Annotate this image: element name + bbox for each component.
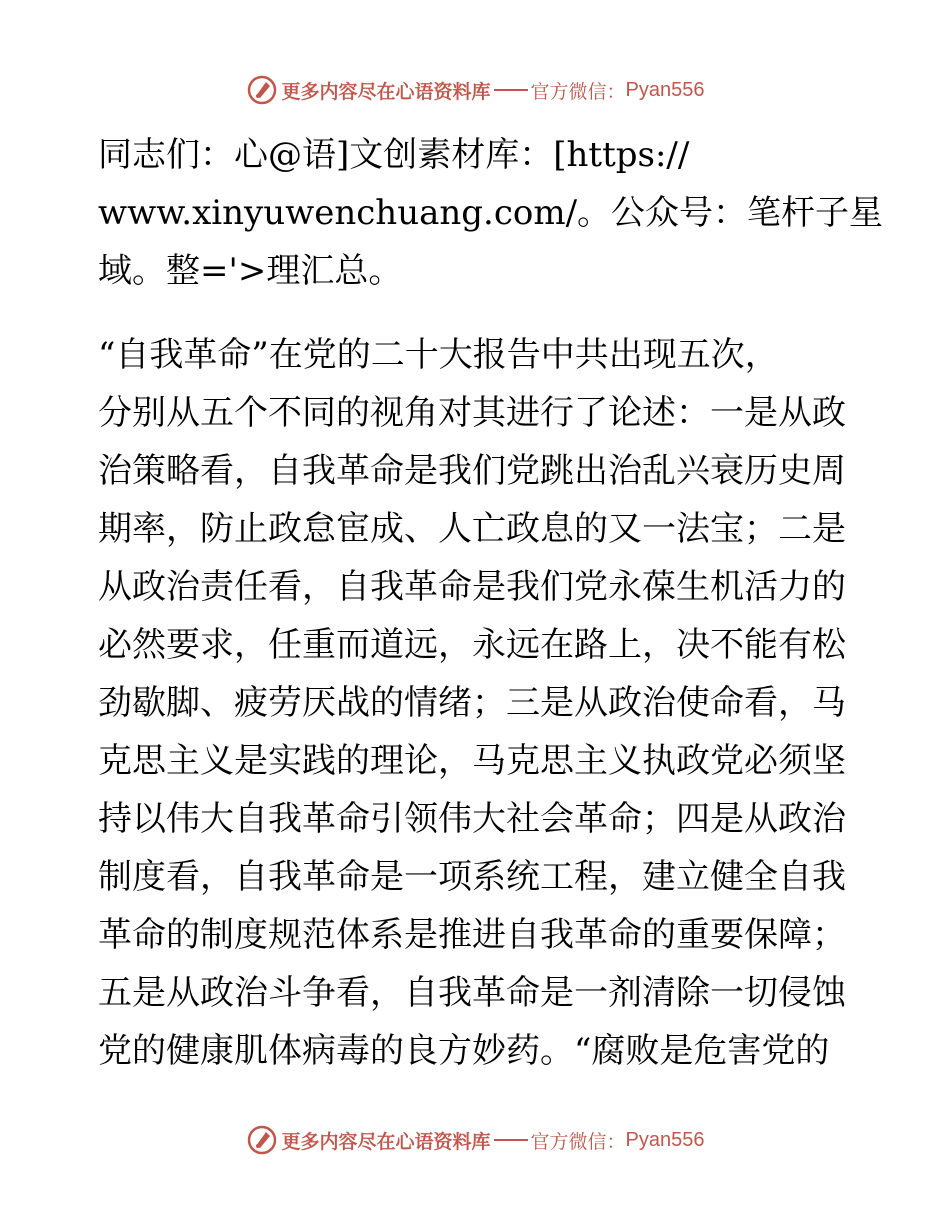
pen-nib-logo-icon bbox=[246, 1124, 278, 1156]
document-body bbox=[98, 126, 884, 1080]
text-line: 克思主义是实践的理论，马克思主义执政党必须坚 bbox=[98, 741, 846, 781]
text-line: 期率，防止政怠宦成、人亡政息的又一法宝；二是 bbox=[98, 509, 846, 549]
paragraph-2 bbox=[98, 326, 858, 1080]
banner-left-text: 更多内容尽在心语资料库 bbox=[281, 80, 491, 103]
banner-dash bbox=[494, 89, 528, 91]
text-line: 同志们：心@语]文创素材库：[https:// bbox=[98, 135, 690, 175]
text-line: 域。整='>理汇总。 bbox=[98, 251, 403, 291]
banner-right-id: Pyan556 bbox=[625, 78, 705, 101]
banner-right-id: Pyan556 bbox=[625, 1128, 705, 1151]
banner-right-label: 官方微信： bbox=[530, 1130, 626, 1153]
text-line: 持以伟大自我革命引领伟大社会革命；四是从政治 bbox=[98, 799, 846, 839]
text-line: “自我革命”在党的二十大报告中共出现五次， bbox=[98, 335, 779, 375]
text-line: 治策略看，自我革命是我们党跳出治乱兴衰历史周 bbox=[98, 451, 846, 491]
header-banner bbox=[0, 70, 950, 110]
pen-nib-logo-icon bbox=[246, 74, 278, 106]
text-line: 从政治责任看，自我革命是我们党永葆生机活力的 bbox=[98, 567, 846, 607]
footer-banner bbox=[0, 1120, 950, 1160]
text-line: 分别从五个不同的视角对其进行了论述：一是从政 bbox=[98, 393, 846, 433]
text-line: 五是从政治斗争看，自我革命是一剂清除一切侵蚀 bbox=[98, 973, 846, 1013]
banner-dash bbox=[494, 1139, 528, 1141]
text-line: 党的健康肌体病毒的良方妙药。“腐败是危害党的 bbox=[98, 1031, 830, 1071]
text-line: 劲歇脚、疲劳厌战的情绪；三是从政治使命看，马 bbox=[98, 683, 846, 723]
banner-left-text: 更多内容尽在心语资料库 bbox=[281, 1130, 491, 1153]
text-line: 制度看，自我革命是一项系统工程，建立健全自我 bbox=[98, 857, 846, 897]
text-line: 必然要求，任重而道远，永远在路上，决不能有松 bbox=[98, 625, 846, 665]
paragraph-1 bbox=[98, 126, 884, 300]
text-line: www.xinyuwenchuang.com/。公众号：笔杆子星 bbox=[98, 193, 884, 233]
text-line: 革命的制度规范体系是推进自我革命的重要保障； bbox=[98, 915, 846, 955]
banner-right-label: 官方微信： bbox=[530, 80, 626, 103]
